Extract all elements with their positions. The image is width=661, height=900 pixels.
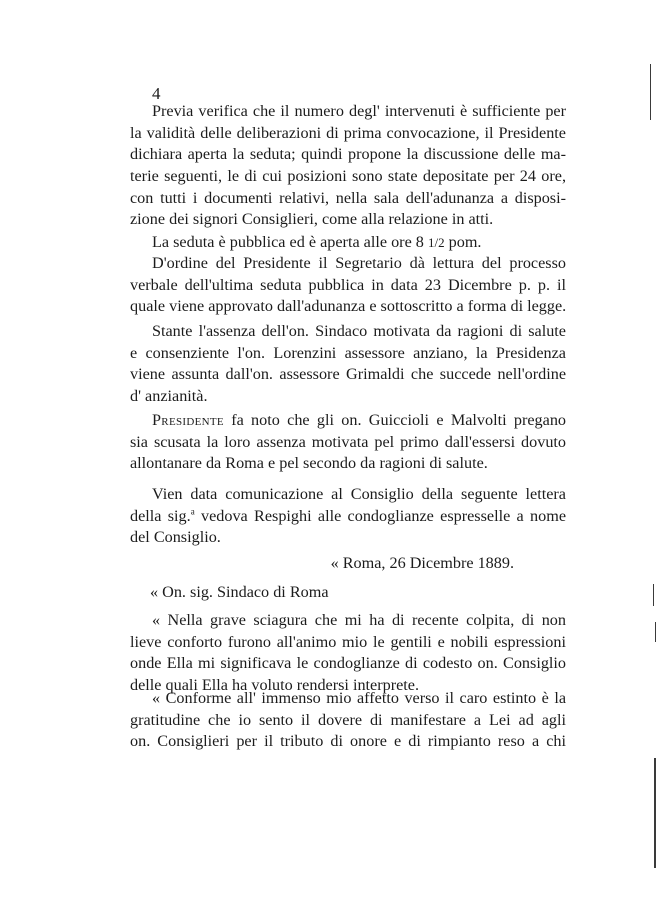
text-line: sia scusata la loro assenza motivata pel primo dall'essersi dovuto bbox=[130, 432, 566, 451]
text-fragment: fa noto che gli on. Guiccioli e Malvolti pregano bbox=[231, 411, 567, 429]
text-line: la validità delle deliberazioni di prima convocazione, il Presidente bbox=[130, 123, 566, 142]
page-number: 4 bbox=[152, 84, 161, 103]
text-line: terie seguenti, le di cui posizioni sono state depositate per 24 ore, bbox=[130, 167, 566, 186]
text-line: con tutti i documenti relativi, nella sala dell'adunanza a disposi- bbox=[130, 188, 566, 207]
text-line: verbale dell'ultima seduta pubblica in data 23 Dicembre p. p. il bbox=[130, 275, 566, 294]
text-fragment: della sig. bbox=[130, 506, 191, 525]
paragraph-verification bbox=[130, 101, 566, 231]
text-line: « Conforme all' immenso mio affetto verso il caro estinto è la bbox=[152, 689, 566, 707]
text-line: lieve conforto furono all'animo mio le gentili e nobili espressioni bbox=[130, 632, 566, 651]
text-line: Stante l'assenza dell'on. Sindaco motivata da ragioni di salute bbox=[152, 322, 566, 340]
session-text-after: pom. bbox=[448, 233, 482, 251]
paragraph-absences bbox=[130, 410, 566, 475]
speaker-name: Presidente bbox=[152, 411, 224, 429]
text-line: viene assunta dall'on. assessore Grimaldi che succede nell'ordine bbox=[130, 365, 566, 384]
text-line: delle quali Ella ha voluto rendersi interprete. bbox=[130, 676, 420, 695]
text-line bbox=[130, 232, 566, 254]
text-line: dichiara aperta la seduta; quindi propone la discussione delle ma- bbox=[130, 145, 566, 164]
letter-greeting-block bbox=[130, 582, 566, 604]
text-line: e consenziente l'on. Lorenzini assessore anziano, la Presidenza bbox=[130, 343, 566, 362]
letter-paragraph-2 bbox=[130, 688, 566, 753]
text-line: onde Ella mi significava le condoglianze di codesto on. Consiglio bbox=[130, 654, 566, 673]
letter-date-block bbox=[130, 553, 566, 575]
time-fraction: 1/2 bbox=[427, 235, 445, 250]
paragraph-minutes bbox=[130, 253, 566, 318]
text-line: Vien data comunicazione al Consiglio della seguente lettera bbox=[152, 485, 566, 503]
letter-paragraph-1 bbox=[130, 610, 566, 697]
scan-edge-mark bbox=[650, 64, 651, 120]
text-line: zione dei signori Consiglieri, come alla relazione in atti. bbox=[130, 210, 494, 229]
text-line: Previa verifica che il numero degl' intervenuti è sufficiente per bbox=[152, 102, 566, 120]
text-line: d' anzianità. bbox=[130, 387, 208, 406]
letter-greeting: « On. sig. Sindaco di Roma bbox=[150, 583, 329, 601]
text-line: « Nella grave sciagura che mi ha di recente colpita, di non bbox=[152, 611, 566, 629]
text-line: del Consiglio. bbox=[130, 528, 221, 547]
text-line: allontanare da Roma e pel secondo da ragioni di salute. bbox=[130, 454, 488, 473]
letter-date: « Roma, 26 Dicembre 1889. bbox=[330, 554, 514, 572]
text-line: quale viene approvato dall'adunanza e sottoscritto a forma di legge. bbox=[130, 297, 567, 316]
paragraph-communication bbox=[130, 484, 566, 549]
scan-edge-mark bbox=[654, 758, 656, 868]
text-line: D'ordine del Presidente il Segretario dà lettura del processo bbox=[152, 254, 566, 272]
text-line bbox=[130, 506, 566, 528]
paragraph-session-open bbox=[130, 232, 566, 254]
scan-edge-mark bbox=[653, 584, 654, 606]
session-text: La seduta è pubblica ed è aperta alle ore 8 bbox=[152, 233, 424, 251]
superscript: a bbox=[190, 506, 195, 517]
text-line: gratitudine che io sento il dovere di manifestare a Lei ad agli bbox=[130, 710, 566, 729]
scan-edge-mark bbox=[655, 622, 656, 642]
text-fragment: vedova Respighi alle condoglianze espresselle a nome bbox=[201, 506, 566, 525]
text-line: on. Consiglieri per il tributo di onore e di rimpianto reso a chi bbox=[130, 732, 566, 751]
text-line bbox=[130, 410, 566, 432]
paragraph-presidency bbox=[130, 321, 566, 408]
